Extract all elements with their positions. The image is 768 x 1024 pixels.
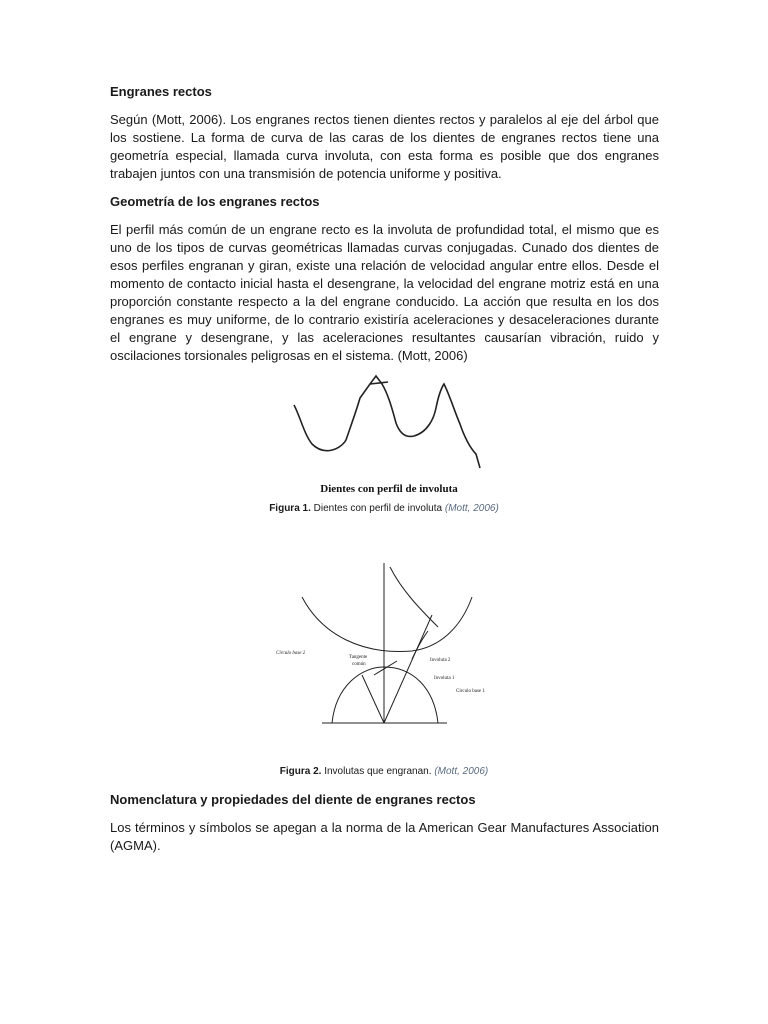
heading-engranes-rectos: Engranes rectos xyxy=(110,84,212,99)
teeth-profile-outline xyxy=(294,376,480,468)
figure-1-caption-text: Dientes con perfil de involuta xyxy=(310,503,445,514)
heading-nomenclatura: Nomenclatura y propiedades del diente de engranes rectos xyxy=(110,792,476,807)
label-base-circle-2: Círculo base 2 xyxy=(276,651,306,656)
paragraph-intro: Según (Mott, 2006). Los engranes rectos tienen dientes rectos y paralelos al eje del árbol que los sostiene. La forma de curva de las caras de los dientes de engranes rectos tiene una geometría especial, llamada curva involuta, con esta forma es posible que dos engranes trabajen juntos con una transmisión de potencia uniforme y positiva. xyxy=(110,112,659,181)
teeth-tip-left xyxy=(370,382,388,384)
figure-2-citation: (Mott, 2006) xyxy=(434,766,489,777)
label-tangent-line2: común xyxy=(352,662,366,667)
section-nomenclatura xyxy=(110,792,659,866)
heading-geometria: Geometría de los engranes rectos xyxy=(110,194,320,209)
label-tangent-line1: Tangente xyxy=(349,655,368,660)
figure-2-meshing-involutes xyxy=(262,555,494,735)
label-involute-2: Involuta 2 xyxy=(430,658,451,663)
tangent-line-a xyxy=(362,675,384,723)
figure-1-caption xyxy=(0,503,768,514)
figure-2-caption-text: Involutas que engranan. xyxy=(321,766,435,777)
main-text xyxy=(110,84,659,376)
figure-1-inner-label: Dientes con perfil de involuta xyxy=(320,483,458,495)
involute-1-curve xyxy=(412,631,428,659)
figure-1-involute-teeth xyxy=(284,368,494,498)
label-base-circle-1: Círculo base 1 xyxy=(456,689,485,694)
figure-1-caption-label: Figura 1. xyxy=(269,503,311,514)
paragraph-nomenclatura: Los términos y símbolos se apegan a la norma de la American Gear Manufactures Association (AGMA). xyxy=(110,820,659,853)
base-circle-1-arc xyxy=(332,667,438,723)
paragraph-geometria: El perfil más común de un engrane recto es la involuta de profundidad total, el mismo que es uno de los tipos de curvas geométricas llamadas curvas conjugadas. Cunado dos dientes de esos perfiles engranan y giran, existe una relación de velocidad angular entre ellos. Desde el momento de contacto inicial hasta el desengrane, la velocidad del engrane motriz está en una proporción constante respecto a la del engrane conducido. La acción que resulta en los dos engranes es muy uniforme, de lo contrario existiría aceleraciones y desaceleraciones durante el engrane y desengrane, y las aceleraciones resultantes causarían vibración, ruido y oscilaciones torsionales peligrosas en el sistema. (Mott, 2006) xyxy=(110,222,659,363)
tangent-line-b xyxy=(384,615,432,723)
label-involute-1: Involuta 1 xyxy=(434,676,455,681)
figure-2-caption-label: Figura 2. xyxy=(279,766,322,777)
figure-1-citation: (Mott, 2006) xyxy=(444,503,499,514)
base-circle-2-arc xyxy=(302,597,472,652)
figure-2-caption xyxy=(0,766,768,777)
